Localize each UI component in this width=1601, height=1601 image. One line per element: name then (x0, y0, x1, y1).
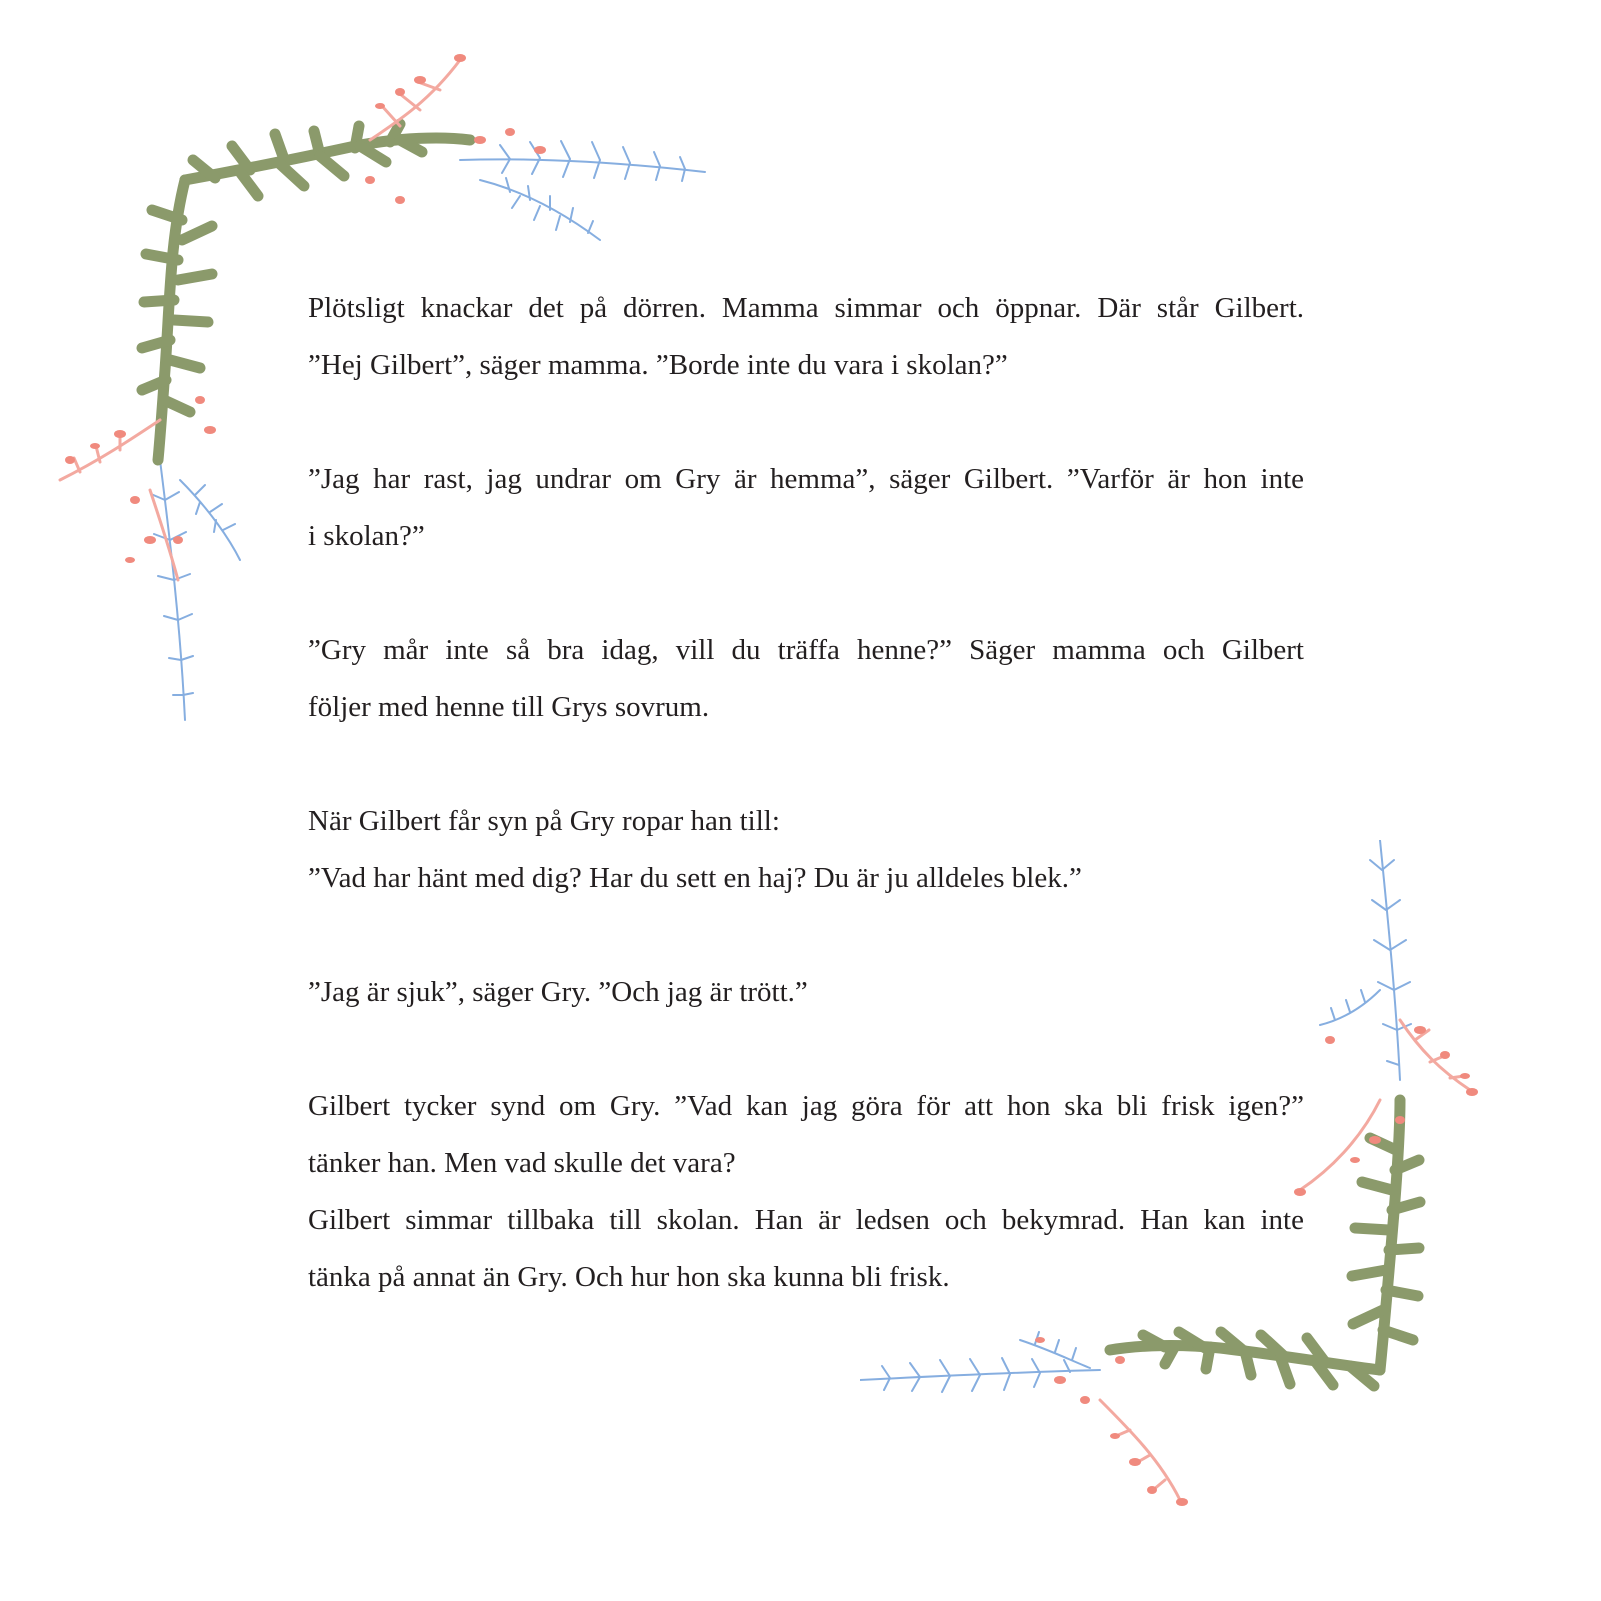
story-line: ”Gry mår inte så bra idag, vill du träffa henne?” Säger mamma och Gilbert (308, 634, 1304, 666)
paragraph-gap (308, 907, 1304, 964)
paragraph-gap (308, 736, 1304, 793)
story-line: följer med henne till Grys sovrum. (308, 691, 710, 723)
story-line: ”Hej Gilbert”, säger mamma. ”Borde inte du vara i skolan?” (308, 349, 1008, 381)
story-line: ”Jag är sjuk”, säger Gry. ”Och jag är trött.” (308, 976, 808, 1008)
story-line: Gilbert simmar tillbaka till skolan. Han är ledsen och bekymrad. Han kan inte (308, 1204, 1304, 1236)
story-line: tänka på annat än Gry. Och hur hon ska kunna bli frisk. (308, 1261, 950, 1293)
story-line: Gilbert tycker synd om Gry. ”Vad kan jag göra för att hon ska bli frisk igen?” (308, 1090, 1304, 1122)
story-text (308, 280, 1304, 1306)
story-line: tänker han. Men vad skulle det vara? (308, 1147, 736, 1179)
story-line: Plötsligt knackar det på dörren. Mamma simmar och öppnar. Där står Gilbert. (308, 292, 1304, 324)
paragraph-gap (308, 394, 1304, 451)
story-line: När Gilbert får syn på Gry ropar han till: (308, 805, 780, 837)
paragraph-gap (308, 565, 1304, 622)
story-line: ”Jag har rast, jag undrar om Gry är hemma”, säger Gilbert. ”Varför är hon inte (308, 463, 1304, 495)
story-line: i skolan?” (308, 520, 425, 552)
paragraph-gap (308, 1021, 1304, 1078)
story-line: ”Vad har hänt med dig? Har du sett en haj? Du är ju alldeles blek.” (308, 862, 1082, 894)
